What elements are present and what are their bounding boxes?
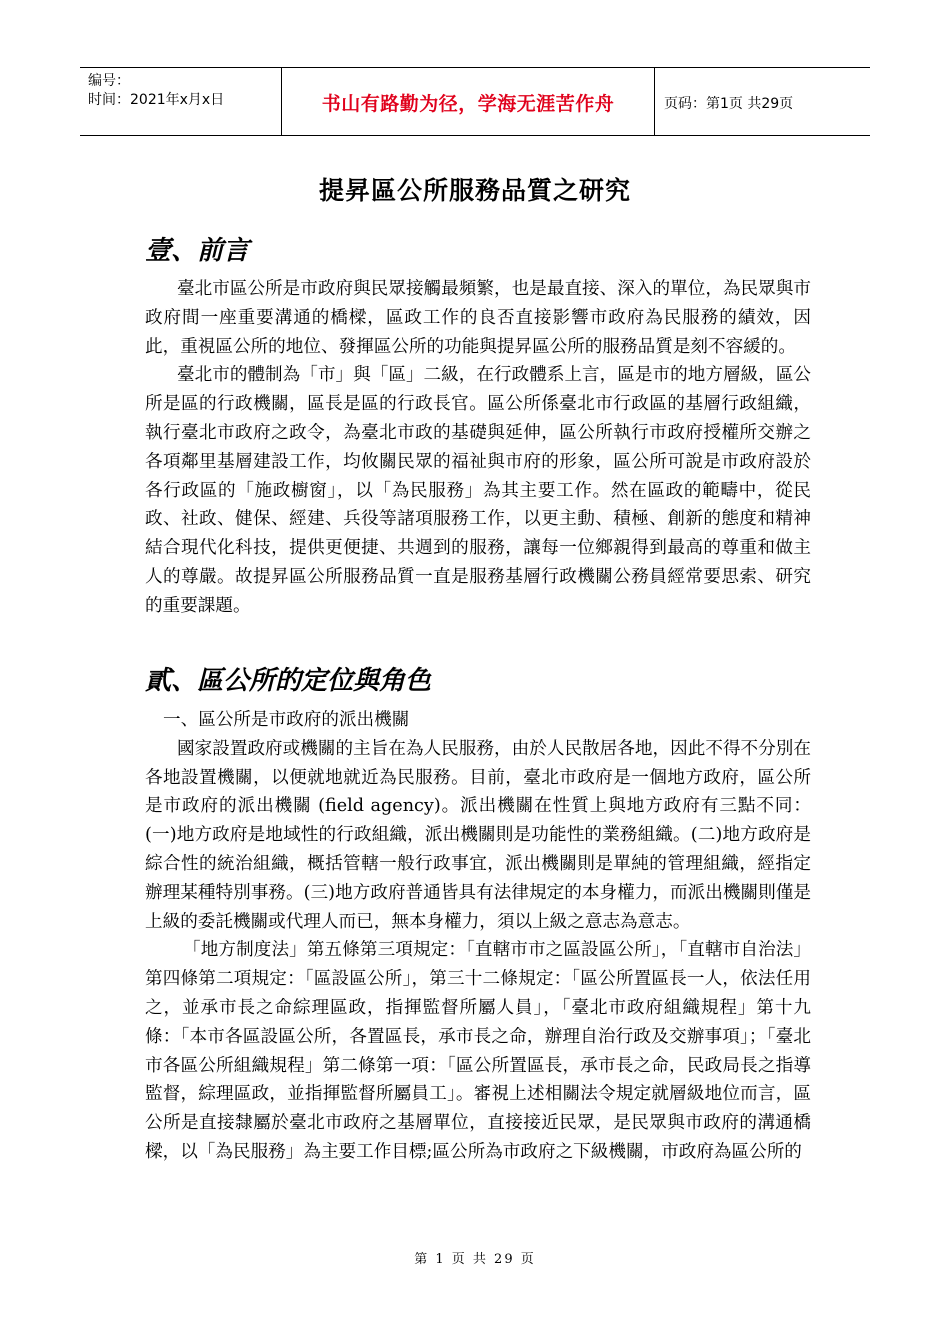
time-label: 时间：2021年x月x日 [88, 92, 225, 108]
header-meta [88, 72, 278, 110]
paragraph: 「地方制度法」第五條第三項規定：「直轄市市之區設區公所」，「直轄市自治法」第四條第二項規定：「區設區公所」，第三十二條規定：「區公所置區長一人，依法任用之，並承市長之命綜理區政，指揮監督所屬人員」，「臺北市政府組織規程」第十九條：「本市各區設區公所，各置區長，承市長之命，辦理自治行政及交辦事項」；「臺北市各區公所組織規程」第二條第一項：「區公所置區長，承市長之命，民政局長之指導監督，綜理區政，並指揮監督所屬員工」。審視上述相關法令規定就層級地位而言，區公所是直接隸屬於臺北市政府之基層單位，直接接近民眾，是民眾與市政府的溝通橋樑，以「為民服務」為主要工作目標;區公所為市政府之下級機關，市政府為區公所的 [145, 940, 811, 1162]
header-divider-2 [654, 67, 655, 135]
paragraph: 臺北市區公所是市政府與民眾接觸最頻繁，也是最直接、深入的單位，為民眾與市政府間一座重要溝通的橋樑，區政工作的良否直接影響市政府為民服務的績效，因此，重視區公所的地位、發揮區公所的功能與提昇區公所的服務品質是刻不容緩的。 [145, 279, 811, 357]
paragraph: 臺北市的體制為「市」與「區」二級，在行政體系上言，區是市的地方層級，區公所是區的行政機關，區長是區的行政長官。區公所係臺北市行政區的基層行政組織，執行臺北市政府之政令，為臺北市政的基礎與延伸，區公所執行市政府授權所交辦之各項鄰里基層建設工作，均攸關民眾的福祉與市府的形象，區公所可說是市政府設於各行政區的「施政櫥窗」，以「為民服務」為其主要工作。然在區政的範疇中，從民政、社政、健保、經建、兵役等諸項服務工作，以更主動、積極、創新的態度和精神結合現代化科技，提供更便捷、共週到的服務，讓每一位鄉親得到最高的尊重和做主人的尊嚴。故提昇區公所服務品質一直是服務基層行政機關公務員經常要思索、研究的重要課題。 [145, 365, 811, 616]
header-rule-top [80, 67, 870, 68]
section-heading-2: 貳、區公所的定位與角色 [145, 666, 432, 696]
section-heading-1: 壹、前言 [145, 236, 250, 266]
header-page-label: 页码：第1页 共29页 [664, 96, 794, 112]
document-title: 提昇區公所服務品質之研究 [318, 176, 631, 205]
subheading: 一、區公所是市政府的派出機關 [163, 710, 410, 730]
paragraph: 國家設置政府或機關的主旨在為人民服務，由於人民散居各地，因此不得不分別在各地設置機關，以便就地就近為民服務。目前，臺北市政府是一個地方政府，區公所是市政府的派出機關 (field agency)。派出機關在性質上與地方政府有三點不同：(一)地方政府是地域性的行政組織，派出機關則是功能性的業務組織。(二)地方政府是綜合性的統治組織，概括管轄一般行政事宜，派出機關則是單純的管理組織，經指定辦理某種特別事務。(三)地方政府普通皆具有法律規定的本身權力，而派出機關則僅是上級的委託機關或代理人而已，無本身權力，須以上級之意志為意志。 [145, 738, 811, 932]
section-2-body [145, 706, 811, 1167]
header-rule-bottom [80, 135, 870, 136]
header-motto: 书山有路勤为径，学海无涯苦作舟 [321, 93, 615, 115]
page-footer: 第 1 页 共 29 页 [414, 1252, 536, 1267]
code-label: 编号： [88, 73, 130, 89]
section-1-body [145, 275, 811, 621]
